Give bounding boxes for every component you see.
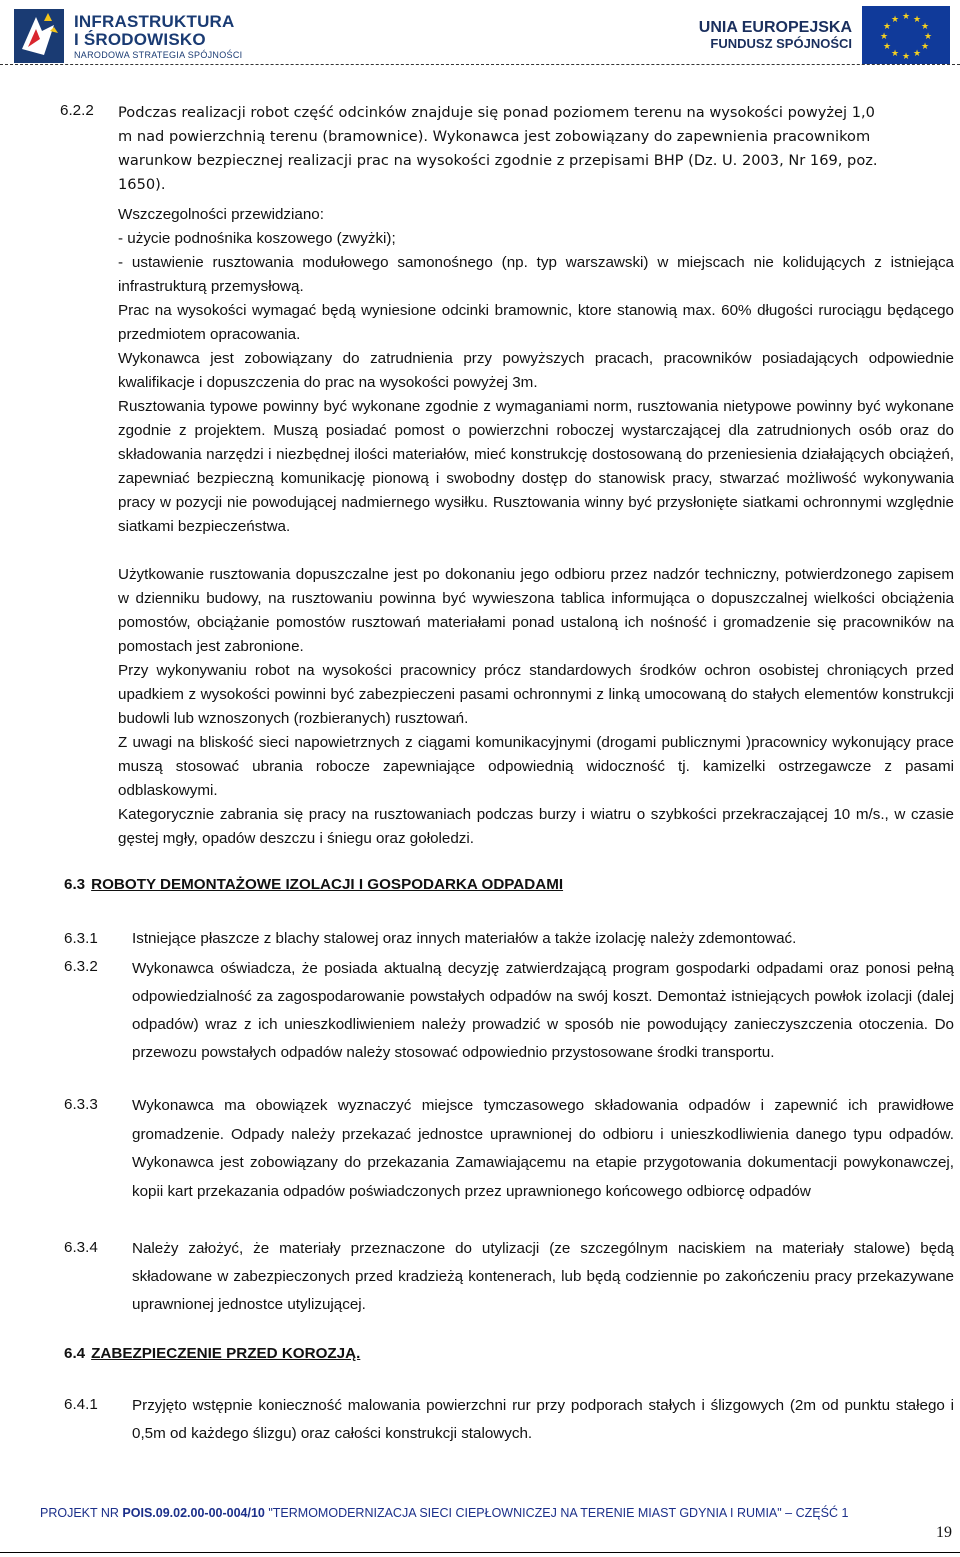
svg-text:★: ★ xyxy=(923,32,933,42)
s622-paragraph-3: - użycie podnośnika koszowego (zwyżki); xyxy=(118,230,396,247)
header-divider xyxy=(0,64,960,65)
page-header xyxy=(0,0,960,86)
svg-text:★: ★ xyxy=(920,42,930,52)
s622-paragraph-6: Wykonawca jest zobowiązany do zatrudnienia przy powyższych pracach, pracowników posiadających odpowiednie kwalifikacje i dopuszczenia do prac na wysokości powyżej 3m. xyxy=(118,350,954,391)
page-footer xyxy=(40,1506,848,1520)
svg-text:★: ★ xyxy=(920,22,930,32)
s622-paragraph-11: Kategorycznie zabrania się pracy na rusztowaniach podczas burzy i wiatru o szybkości przekraczającej 10 m/s., w czasie gęstej mgły, opadów deszczu i śniegu oraz gołoledzi. xyxy=(118,806,954,847)
eu-line-2: FUNDUSZ SPÓJNOŚCI xyxy=(710,35,852,51)
page-number: 19 xyxy=(936,1524,952,1541)
svg-text:★: ★ xyxy=(912,15,922,25)
logo-line-1: INFRASTRUKTURA xyxy=(74,11,235,31)
svg-text:★: ★ xyxy=(882,42,892,52)
s622-line3: warunkow bezpiecznej realizacji prac na wysokości zgodnie z przepisami BHP (Dz. U. 2003, Nr 169, poz. xyxy=(118,152,878,169)
s632-text: Wykonawca oświadcza, że posiada aktualną decyzję zatwierdzającą program gospodarki odpadami oraz ponosi pełną odpowiedzialność za zagospodarowanie powstałych odpadów na swój koszt. Demontaż istniejących powłok izolacji (dalej odpadów) wraz z ich unieszkodliwieniem należy prowadzić w sposób nie powodujący zanieczyszczenia otoczenia. Do przewozu powstałych odpadów należy stosować odpowiednio przystosowane środki transportu. xyxy=(132,960,954,1061)
s634-text: Należy założyć, że materiały przeznaczone do utylizacji (ze szczególnym naciskiem na materiały stalowe) będą składowane w zabezpieczonych przed kradzieżą kontenerach, lub będą codziennie po zakończeniu pracy przekazywane uprawnionej jednostce utylizującej. xyxy=(132,1240,954,1313)
footer-rule xyxy=(0,1552,960,1553)
s622-paragraph-8: Użytkowanie rusztowania dopuszczalne jest po dokonaniu jego odbioru przez nadzór techniczny, potwierdzonego zapisem w dzienniku budowy, na rusztowaniu powinna być wywieszona tablica informująca o dopuszczalnej wielkości obciążenia pomostów, obciążanie pomostów rusztowań materiałami ponad ustaloną ich nośność i gromadzenie się pracowników na pomostach jest zabronione. xyxy=(118,566,954,655)
s641-text: Przyjęto wstępnie konieczność malowania powierzchni rur przy podporach stałych i ślizgowych (2m od punktu stałego i 0,5m od każdego ślizgu) oraz całości konstrukcji stalowych. xyxy=(132,1397,954,1442)
infrastruktura-logo-icon xyxy=(14,9,64,63)
section-number-6-3-3: 6.3.3 xyxy=(64,1096,98,1113)
eu-line-1: UNIA EUROPEJSKA xyxy=(698,18,852,36)
s622-paragraph-4: - ustawienie rusztowania modułowego samonośnego (np. typ warszawski) w miejscach nie kolidujących z istniejąca infrastrukturą przemysłową. xyxy=(118,254,954,295)
svg-text:★: ★ xyxy=(890,15,900,25)
s622-paragraph-7: Rusztowania typowe powinny być wykonane zgodnie z wymaganiami norm, rusztowania nietypowe powinny być wykonane zgodnie z projektem. Muszą posiadać pomost o powierzchni roboczej wystarczającej dla zatrudnionych osób oraz do składowania narzędzi i niezbędnej ilości materiałów, mieć konstrukcję dostosowaną do przeniesienia działających obciążeń, zapewniać bezpieczną komunikację pionową i swobodny dostęp do stanowisk pracy, stwarzać możliwość wykonywania pracy w pozycji nie powodującej nadmiernego wysiłku. Rusztowania winny być przysłonięte siatkami ochronnymi względnie siatkami bezpieczeństwa. xyxy=(118,398,954,535)
section-number-6-3-2: 6.3.2 xyxy=(64,958,98,975)
section-number-6-3-4: 6.3.4 xyxy=(64,1239,98,1256)
heading-6-4-number: 6.4 xyxy=(64,1345,86,1362)
eu-flag-icon xyxy=(862,6,950,64)
s633-text: Wykonawca ma obowiązek wyznaczyć miejsce tymczasowego składowania odpadów i zapewnić ich prawidłowe gromadzenie. Odpady należy przekazać jednostce uprawnionej do odbioru i unieszkodliwienia danego typu odpadów. Wykonawca jest zobowiązany do przekazania Zamawiającemu na etapie przygotowania dokumentacji powykonawczej, kopii kart przekazania odpadów poświadczonych przez uprawnionego końcowego odbiorcę odpadów xyxy=(132,1097,954,1200)
s622-paragraph-10: Z uwagi na bliskość sieci napowietrznych z ciągami komunikacyjnymi (drogami publicznymi )pracownicy wykonujący prace muszą stosować ubrania robocze zapewniające odpowiednią widoczność tj. kamizelki ostrzegawcze z pasami odblaskowymi. xyxy=(118,734,954,799)
infrastruktura-logo xyxy=(14,8,242,64)
s622-paragraph-2: Wszczegolności przewidziano: xyxy=(118,206,324,223)
section-number-6-4-1: 6.4.1 xyxy=(64,1396,98,1413)
svg-text:★: ★ xyxy=(882,22,892,32)
footer-prefix: PROJEKT NR xyxy=(40,1506,123,1520)
footer-project-number: POIS.09.02.00-00-004/10 xyxy=(122,1506,265,1520)
section-number-6-3-1: 6.3.1 xyxy=(64,930,98,947)
heading-6-3-title: ROBOTY DEMONTAŻOWE IZOLACJI I GOSPODARKA ODPADAMI xyxy=(91,876,564,893)
svg-text:★: ★ xyxy=(912,49,922,59)
logo-line-2: I ŚRODOWISKO xyxy=(74,29,206,49)
svg-text:★: ★ xyxy=(890,49,900,59)
svg-text:★: ★ xyxy=(901,12,911,22)
svg-text:★: ★ xyxy=(901,52,911,62)
s622-line4: 1650). xyxy=(118,176,166,193)
heading-6-4-title: ZABEZPIECZENIE PRZED KOROZJĄ. xyxy=(91,1345,361,1362)
eu-logo xyxy=(699,6,950,64)
s622-paragraph-5: Prac na wysokości wymagać będą wyniesione odcinki bramownic, ktore stanowią max. 60% długości rurociągu będącego przedmiotem opracowania. xyxy=(118,302,954,343)
footer-title: "TERMOMODERNIZACJA SIECI CIEPŁOWNICZEJ NA TERENIE MIAST GDYNIA I RUMIA" – CZĘŚĆ 1 xyxy=(264,1506,849,1520)
heading-6-3 xyxy=(64,876,563,893)
svg-text:★: ★ xyxy=(879,32,889,42)
s622-line2: m nad powierzchnią terenu (bramownice). Wykonawca jest zobowiązany do zapewnienia pracownikom xyxy=(118,128,871,145)
section-number-6-2-2: 6.2.2 xyxy=(60,102,94,119)
heading-6-4 xyxy=(64,1345,360,1362)
heading-6-3-number: 6.3 xyxy=(64,876,86,893)
s631-text: Istniejące płaszcze z blachy stalowej oraz innych materiałów a także izolację należy zdemontować. xyxy=(132,930,797,947)
s622-paragraph-9: Przy wykonywaniu robot na wysokości pracownicy prócz standardowych środków ochron osobistej chroniących przed upadkiem z wysokości powinni być zabezpieczeni pasami ochronnymi z linką umocowaną do stałych elementów konstrukcji budowli lub wznoszonych (rozbieranych) rusztowań. xyxy=(118,662,954,727)
s622-line1: Podczas realizacji robot część odcinków znajduje się ponad poziomem terenu na wysokości powyżej 1,0 xyxy=(118,104,875,121)
logo-line-3: NARODOWA STRATEGIA SPÓJNOŚCI xyxy=(74,49,243,60)
